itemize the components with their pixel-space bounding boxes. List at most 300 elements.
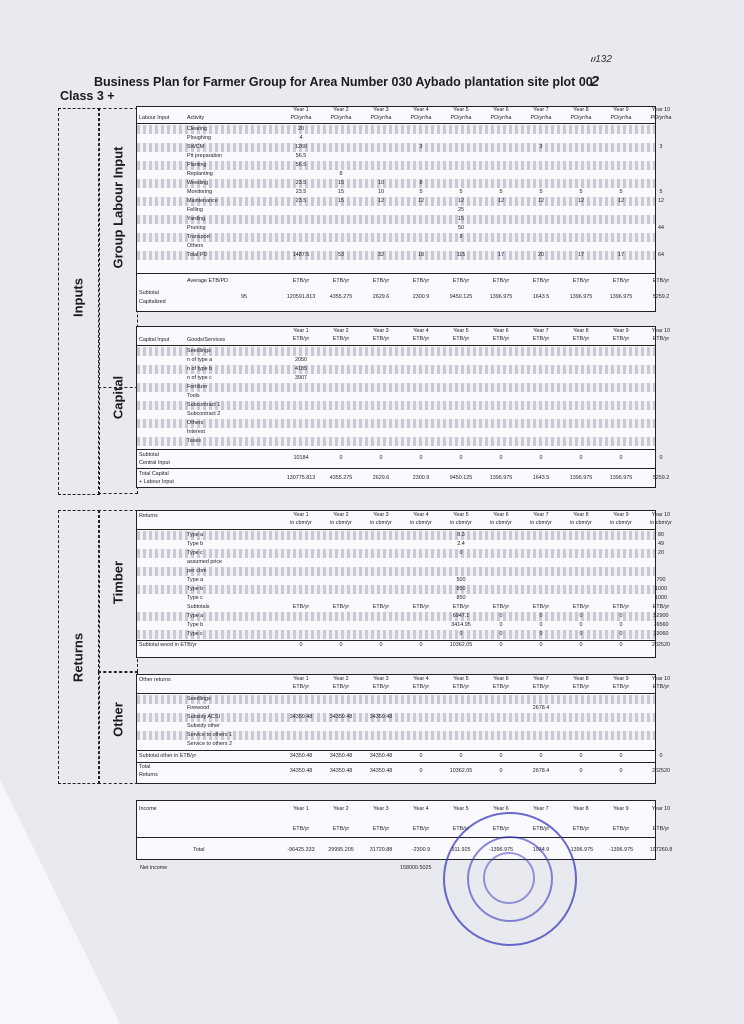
value-cell: 5 xyxy=(499,189,503,195)
subtotals-label: Subtotals xyxy=(187,604,210,610)
total-cell: 2678.4 xyxy=(532,768,550,774)
unit-header: ETB/yr xyxy=(492,336,510,342)
year-header: Year 8 xyxy=(573,676,589,682)
capital-label: Capital xyxy=(110,375,126,420)
table-row xyxy=(137,419,655,428)
table-row xyxy=(137,603,670,612)
subtotal-cell: 0 xyxy=(619,753,623,759)
year-header: Year 4 xyxy=(413,107,429,113)
unit-header: ETB/yr xyxy=(612,336,630,342)
subtotal-cell: 1396.975 xyxy=(609,294,633,300)
subtotal-cell: 34350.48 xyxy=(289,753,313,759)
year-header: Year 6 xyxy=(493,107,509,113)
row-label: SWCM xyxy=(187,144,205,150)
row-label: Type c xyxy=(187,631,203,637)
value-cell: 56.5 xyxy=(295,162,307,168)
value-cell: 18 xyxy=(418,252,424,258)
table-row xyxy=(137,347,655,356)
year-header: Year 9 xyxy=(613,328,629,334)
value-cell: 8 xyxy=(419,180,423,186)
value-cell: 34350.48 xyxy=(289,714,313,720)
total-cell: 130775.813 xyxy=(286,475,316,481)
unit-header: ETB/yr xyxy=(292,684,310,690)
subtotal-cell: 34350.48 xyxy=(369,753,393,759)
subtotal-cell: 0 xyxy=(579,642,583,648)
subtotal-row xyxy=(137,641,670,650)
value-cell: 3 xyxy=(539,144,543,150)
year-header: Year 7 xyxy=(533,107,549,113)
table-row xyxy=(137,392,655,401)
total-cell: 10362.05 xyxy=(449,768,473,774)
value-cell: 53 xyxy=(338,252,344,258)
assumed-price-label: assumed price xyxy=(187,559,223,565)
table-row xyxy=(137,356,655,365)
table-row xyxy=(137,233,655,242)
activity-header: Activity xyxy=(187,115,205,121)
total-cell: 2300.9 xyxy=(412,475,430,481)
table-row xyxy=(137,549,664,558)
row-label: Yarding xyxy=(187,216,206,222)
value-cell: 3 xyxy=(659,144,663,150)
income-total-cell: -1396.975 xyxy=(568,847,594,853)
unit-header: ETB/yr xyxy=(292,826,310,832)
timber-label: Timber xyxy=(110,560,126,605)
value-cell: 44 xyxy=(658,225,664,231)
subtotal-cell: 9450.125 xyxy=(449,294,473,300)
row-label: Subsidy other xyxy=(187,723,220,729)
unit-header: ETB/yr xyxy=(572,684,590,690)
row-label: Type b xyxy=(187,586,204,592)
year-header: Year 1 xyxy=(293,676,309,682)
value-cell: 4185 xyxy=(295,366,307,372)
value-cell: 700 xyxy=(656,577,666,583)
etb-unit: ETB/yr xyxy=(652,278,670,284)
total-cell: 1396.975 xyxy=(489,475,513,481)
value-cell: 2678.4 xyxy=(532,705,550,711)
year-header: Year 1 xyxy=(293,328,309,334)
total-cell: 34350.48 xyxy=(289,768,313,774)
value-cell: 5 xyxy=(619,189,623,195)
unit-header: ETB/yr xyxy=(652,684,670,690)
other-label: Other xyxy=(110,702,126,737)
value-cell: 23.5 xyxy=(295,189,307,195)
unit-header: ETB/yr xyxy=(372,336,390,342)
value-cell: 12 xyxy=(658,198,664,204)
total-cell: 1396.975 xyxy=(569,475,593,481)
table-row xyxy=(137,251,664,260)
unit-header: PD/yr/ha xyxy=(290,115,312,121)
rule-line xyxy=(137,762,655,763)
rule-line xyxy=(137,123,655,124)
year-header: Year 6 xyxy=(493,328,509,334)
value-cell: 20 xyxy=(298,126,304,132)
row-label: Pruning xyxy=(187,225,206,231)
value-cell: 12 xyxy=(538,198,544,204)
value-cell: 0 xyxy=(579,631,583,637)
value-cell: 12 xyxy=(418,198,424,204)
value-cell: 850 xyxy=(456,586,466,592)
value-cell: 1000 xyxy=(655,586,667,592)
year-header: Year 7 xyxy=(533,806,549,812)
title-text: Business Plan for Farmer Group for Area Number 030 Aybado plantation site plot 00 xyxy=(94,75,593,89)
row-label: Clearing xyxy=(187,126,208,132)
row-label: Pit preparation xyxy=(187,153,223,159)
subtotal-cell: 34350.48 xyxy=(329,753,353,759)
returns-label: Returns xyxy=(139,772,158,778)
value-cell: 17 xyxy=(498,252,504,258)
table-row xyxy=(137,585,667,594)
subtotal-row xyxy=(137,752,663,761)
income-total-cell: -1396.975 xyxy=(608,847,634,853)
table-row xyxy=(137,594,667,603)
unit-header: in cbm/yr xyxy=(530,520,552,526)
subtotal-cell: 0 xyxy=(499,753,503,759)
value-cell: 0 xyxy=(499,613,503,619)
year-header: Year 4 xyxy=(413,328,429,334)
year-header: Year 2 xyxy=(333,676,349,682)
year-header: Year 7 xyxy=(533,328,549,334)
row-label: Seedlings xyxy=(187,696,211,702)
year-header: Year 10 xyxy=(651,676,671,682)
value-cell: 3907 xyxy=(295,375,307,381)
subtotal-cell: 0 xyxy=(499,455,503,461)
table-row xyxy=(137,576,666,585)
subtotal-cell: 0 xyxy=(379,642,383,648)
plus-labour-label: + Labour Input xyxy=(139,479,174,485)
year-header: Year 7 xyxy=(533,676,549,682)
income-total-label: Total xyxy=(193,847,205,853)
table-row xyxy=(137,215,655,224)
table-row xyxy=(137,630,669,639)
unit-header: ETB/yr xyxy=(332,684,350,690)
value-cell: 0 xyxy=(579,613,583,619)
subtotal-cell: 0 xyxy=(659,455,663,461)
table-row xyxy=(137,540,664,549)
year-header: Year 9 xyxy=(613,676,629,682)
table-row xyxy=(137,558,655,567)
value-cell: 12 xyxy=(578,198,584,204)
row-label: Interest xyxy=(187,429,205,435)
subtotal-cell: 0 xyxy=(539,642,543,648)
table-row xyxy=(137,125,655,134)
total-capital-label: Total Capital xyxy=(139,471,169,477)
table-row xyxy=(137,383,655,392)
year-header: Year 1 xyxy=(293,107,309,113)
etb-unit: ETB/yr xyxy=(292,278,310,284)
value-cell: 0 xyxy=(619,613,623,619)
year-header: Year 8 xyxy=(573,806,589,812)
unit-header: PD/yr/ha xyxy=(490,115,512,121)
unit-header: in cbm/yr xyxy=(330,520,352,526)
row-label: Service to others 2 xyxy=(187,741,232,747)
unit-header: in cbm/yr xyxy=(290,520,312,526)
page-note: ሀ132 xyxy=(590,54,612,65)
value-cell: 0 xyxy=(579,622,583,628)
value-cell: 850 xyxy=(456,595,466,601)
row-label: Type b xyxy=(187,622,204,628)
value-cell: 15 xyxy=(458,216,464,222)
group-labour-label: Group Labour Input xyxy=(110,146,126,269)
subtotal-cell: 0 xyxy=(299,642,303,648)
value-cell: 10 xyxy=(378,180,384,186)
total-cell: 0 xyxy=(619,768,623,774)
row-label: Firewood xyxy=(187,705,210,711)
rule-line xyxy=(137,837,655,838)
unit-header: ETB/yr xyxy=(652,826,670,832)
year-header: Year 9 xyxy=(613,512,629,518)
value-cell: 5 xyxy=(459,189,463,195)
value-cell: 23.5 xyxy=(295,198,307,204)
year-header: Year 5 xyxy=(453,107,469,113)
year-header: Year 3 xyxy=(373,676,389,682)
value-cell: 8 xyxy=(459,234,463,240)
unit-header: ETB/yr xyxy=(572,826,590,832)
unit-header: ETB/yr xyxy=(372,826,390,832)
value-cell: 12 xyxy=(618,198,624,204)
etb-unit: ETB/yr xyxy=(572,278,590,284)
row-label: n of type b xyxy=(187,366,213,372)
unit-header: ETB/yr xyxy=(412,826,430,832)
unit-header: ETB/yr xyxy=(612,684,630,690)
etb-unit: ETB/yr xyxy=(652,604,670,610)
unit-header: ETB/yr xyxy=(452,684,470,690)
other-returns-table xyxy=(136,674,671,784)
etb-unit: ETB/yr xyxy=(612,604,630,610)
etb-unit: ETB/yr xyxy=(452,604,470,610)
total-cell: 202520 xyxy=(652,768,670,774)
unit-header: ETB/yr xyxy=(612,826,630,832)
unit-header: in cbm/yr xyxy=(410,520,432,526)
value-cell: 80 xyxy=(658,532,664,538)
table-row xyxy=(137,410,655,419)
value-cell: 17 xyxy=(618,252,624,258)
rule-line xyxy=(137,449,655,450)
class-label: Class 3 + xyxy=(60,89,115,103)
etb-unit: ETB/yr xyxy=(372,604,390,610)
total-cell: 1643.5 xyxy=(532,475,550,481)
income-total-cell: 29995.205 xyxy=(328,847,354,853)
table-row xyxy=(137,621,669,630)
subtotal-cell: 10184 xyxy=(293,455,309,461)
unit-header: ETB/yr xyxy=(532,336,550,342)
year-header: Year 2 xyxy=(333,107,349,113)
subtotal-cell: 1396.975 xyxy=(569,294,593,300)
row-label: Type a xyxy=(187,577,204,583)
net-income-label: Net income xyxy=(140,865,168,871)
subtotal-cell: 0 xyxy=(379,455,383,461)
subtotal-cell: 0 xyxy=(339,455,343,461)
income-total-cell: -2300.9 xyxy=(411,847,431,853)
unit-header: ETB/yr xyxy=(532,684,550,690)
unit-header: PD/yr/ha xyxy=(410,115,432,121)
etb-unit: ETB/yr xyxy=(372,278,390,284)
table-row xyxy=(137,531,664,540)
year-header: Year 5 xyxy=(453,806,469,812)
table-row xyxy=(137,143,663,152)
capital-corner-label: Capital Input xyxy=(139,337,170,343)
value-cell: 0 xyxy=(619,622,623,628)
unit-header: in cbm/yr xyxy=(370,520,392,526)
average-etb-label: Average ETB/PD xyxy=(187,278,228,284)
subtotal-label: Subtotal xyxy=(139,290,159,296)
value-cell: 0 xyxy=(539,622,543,628)
subtotal-cell: 0 xyxy=(459,455,463,461)
subtotal-cell: 0 xyxy=(419,753,423,759)
rule-line xyxy=(137,345,655,346)
etb-unit: ETB/yr xyxy=(492,604,510,610)
unit-header: in cbm/yr xyxy=(570,520,592,526)
per-cbm-label: per cbm xyxy=(187,568,207,574)
unit-header: PD/yr/ha xyxy=(610,115,632,121)
table-row xyxy=(137,722,655,731)
etb-unit: ETB/yr xyxy=(412,278,430,284)
net-income-value: 158000.5025 xyxy=(400,865,432,871)
row-label: Total PD xyxy=(187,252,208,258)
row-label: Type b xyxy=(187,541,204,547)
value-cell: 34350.48 xyxy=(369,714,393,720)
subtotal-cell: 0 xyxy=(539,455,543,461)
subtotal-cell: 0 xyxy=(619,642,623,648)
unit-header: in cbm/yr xyxy=(450,520,472,526)
value-cell: 0 xyxy=(539,613,543,619)
row-label: n of type a xyxy=(187,357,213,363)
value-cell: 2.4 xyxy=(457,541,465,547)
etb-unit: ETB/yr xyxy=(492,278,510,284)
subtotal-cell: 0 xyxy=(419,642,423,648)
table-row xyxy=(137,695,655,704)
year-header: Year 6 xyxy=(493,676,509,682)
total-cell: 1396.975 xyxy=(609,475,633,481)
etb-unit: ETB/yr xyxy=(412,604,430,610)
value-cell: 32 xyxy=(378,252,384,258)
year-header: Year 5 xyxy=(453,512,469,518)
year-header: Year 10 xyxy=(651,107,671,113)
year-header: Year 8 xyxy=(573,328,589,334)
unit-header: ETB/yr xyxy=(652,336,670,342)
etb-unit: ETB/yr xyxy=(572,604,590,610)
value-cell: 23.5 xyxy=(295,180,307,186)
value-cell: 5 xyxy=(579,189,583,195)
year-header: Year 6 xyxy=(493,806,509,812)
etb-unit: ETB/yr xyxy=(532,278,550,284)
value-cell: 10 xyxy=(378,189,384,195)
row-label: Subcontract 1 xyxy=(187,402,221,408)
subtotal-cell: 0 xyxy=(539,753,543,759)
value-cell: 4 xyxy=(299,135,303,141)
subtotal-cell: 0 xyxy=(499,642,503,648)
year-header: Year 1 xyxy=(293,806,309,812)
subtotal-label: Subtotal xyxy=(139,452,159,458)
year-header: Year 9 xyxy=(613,806,629,812)
row-label: Type a xyxy=(187,532,204,538)
table-row xyxy=(137,170,655,179)
total-cell: 0 xyxy=(419,768,423,774)
year-header: Year 3 xyxy=(373,806,389,812)
subtotal-cell: 2629.6 xyxy=(372,294,390,300)
value-cell: 76560 xyxy=(653,622,669,628)
value-cell: 64 xyxy=(658,252,664,258)
unit-header: ETB/yr xyxy=(452,336,470,342)
labour-corner-label: Labour Input xyxy=(139,115,170,121)
total-cell: 4355.275 xyxy=(329,475,353,481)
value-cell: 50 xyxy=(458,225,464,231)
rule-line xyxy=(137,529,655,530)
year-header: Year 7 xyxy=(533,512,549,518)
year-header: Year 4 xyxy=(413,676,429,682)
income-table xyxy=(136,800,673,860)
subtotal-cell: 202520 xyxy=(652,642,670,648)
unit-header: ETB/yr xyxy=(452,826,470,832)
average-value: 95 xyxy=(241,294,247,300)
value-cell: 56.5 xyxy=(295,153,307,159)
capitalized-label: Capitalized xyxy=(139,299,166,305)
value-cell: 1487.5 xyxy=(292,252,310,258)
subtotal-cell: 4355.275 xyxy=(329,294,353,300)
income-total-cell: -1396.975 xyxy=(488,847,514,853)
total-cell: 34350.48 xyxy=(369,768,393,774)
etb-unit: ETB/yr xyxy=(332,278,350,284)
subtotal-cell: 2300.9 xyxy=(412,294,430,300)
row-label: Tools xyxy=(187,393,200,399)
subtotal-cell: 0 xyxy=(579,753,583,759)
total-cell: 0 xyxy=(499,768,503,774)
year-header: Year 10 xyxy=(651,512,671,518)
income-total-cell: 197260.8 xyxy=(649,847,673,853)
row-label: Transport xyxy=(187,234,210,240)
value-cell: 17 xyxy=(578,252,584,258)
unit-header: ETB/yr xyxy=(492,684,510,690)
page-title xyxy=(94,73,599,90)
unit-header: ETB/yr xyxy=(572,336,590,342)
value-cell: 20 xyxy=(658,550,664,556)
value-cell: 0 xyxy=(619,631,623,637)
row-label: Others xyxy=(187,420,204,426)
income-total-cell: 31720.88 xyxy=(369,847,393,853)
capital-input-table xyxy=(136,326,671,488)
year-header: Year 1 xyxy=(293,512,309,518)
table-row xyxy=(137,179,655,188)
value-cell: 49 xyxy=(658,541,664,547)
row-label: Seedlings xyxy=(187,348,211,354)
total-cell: 0 xyxy=(579,768,583,774)
official-seal-stamp xyxy=(443,812,577,946)
table-row xyxy=(137,365,655,374)
value-cell: 8.3 xyxy=(457,532,465,538)
value-cell: 115 xyxy=(456,252,466,258)
value-cell: 12 xyxy=(498,198,504,204)
title-handwritten-digit: 2 xyxy=(590,73,600,90)
row-label: Replanting xyxy=(187,171,213,177)
rule-line xyxy=(137,468,655,469)
value-cell: 5 xyxy=(659,189,663,195)
etb-unit: ETB/yr xyxy=(452,278,470,284)
rule-line xyxy=(137,273,655,274)
table-row xyxy=(137,242,655,251)
value-cell: 5 xyxy=(419,189,423,195)
total-label: Total xyxy=(139,764,151,770)
year-header: Year 8 xyxy=(573,107,589,113)
etb-unit: ETB/yr xyxy=(612,278,630,284)
value-cell: 15 xyxy=(338,198,344,204)
unit-header: PD/yr/ha xyxy=(370,115,392,121)
income-total-cell: 911.925 xyxy=(451,847,471,853)
subtotal-cell: 0 xyxy=(419,455,423,461)
table-row xyxy=(137,374,655,383)
row-label: Subcontract 2 xyxy=(187,411,221,417)
page-fold xyxy=(0,780,120,1024)
value-cell: 3414.95 xyxy=(451,622,471,628)
unit-header: in cbm/yr xyxy=(610,520,632,526)
